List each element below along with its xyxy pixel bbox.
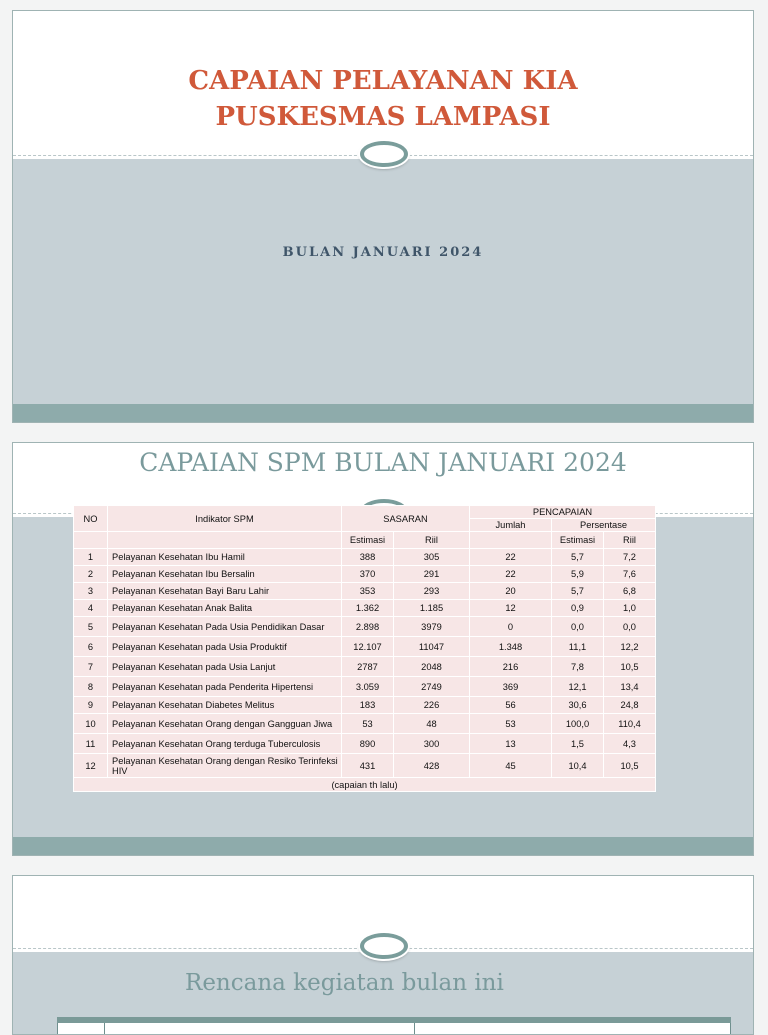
header-riil-persen: Riil bbox=[604, 532, 656, 549]
row-no: 8 bbox=[74, 677, 108, 697]
row-sasaran-riil: 11047 bbox=[394, 637, 470, 657]
row-persen-estimasi: 0,9 bbox=[552, 600, 604, 617]
row-persen-riil: 110,4 bbox=[604, 714, 656, 734]
row-persen-estimasi: 0,0 bbox=[552, 617, 604, 637]
row-no: 5 bbox=[74, 617, 108, 637]
row-sasaran-riil: 2749 bbox=[394, 677, 470, 697]
row-no: 11 bbox=[74, 734, 108, 754]
row-persen-estimasi: 11,1 bbox=[552, 637, 604, 657]
row-persen-estimasi: 5,7 bbox=[552, 583, 604, 600]
row-no: 4 bbox=[74, 600, 108, 617]
row-jumlah: 1.348 bbox=[470, 637, 552, 657]
row-persen-estimasi: 7,8 bbox=[552, 657, 604, 677]
row-indikator: Pelayanan Kesehatan pada Usia Lanjut bbox=[108, 657, 342, 677]
row-indikator: Pelayanan Kesehatan pada Usia Produktif bbox=[108, 637, 342, 657]
table-row bbox=[74, 677, 656, 697]
row-sasaran-estimasi: 370 bbox=[342, 566, 394, 583]
row-sasaran-estimasi: 890 bbox=[342, 734, 394, 754]
row-persen-riil: 13,4 bbox=[604, 677, 656, 697]
slide-2-title: CAPAIAN SPM BULAN JANUARI 2024 bbox=[139, 448, 627, 477]
row-no: 3 bbox=[74, 583, 108, 600]
row-persen-riil: 7,6 bbox=[604, 566, 656, 583]
table-row bbox=[74, 617, 656, 637]
row-persen-riil: 24,8 bbox=[604, 697, 656, 714]
row-persen-riil: 10,5 bbox=[604, 657, 656, 677]
row-no: 6 bbox=[74, 637, 108, 657]
plan-table-header bbox=[57, 1017, 731, 1023]
table-row bbox=[74, 697, 656, 714]
title-line-2: PUSKESMAS LAMPASI bbox=[215, 102, 551, 132]
spm-table bbox=[73, 505, 656, 792]
row-persen-estimasi: 100,0 bbox=[552, 714, 604, 734]
row-jumlah: 12 bbox=[470, 600, 552, 617]
row-sasaran-estimasi: 3.059 bbox=[342, 677, 394, 697]
slide-3-title: Rencana kegiatan bulan ini bbox=[185, 970, 504, 996]
row-sasaran-estimasi: 183 bbox=[342, 697, 394, 714]
row-jumlah: 0 bbox=[470, 617, 552, 637]
row-indikator: Pelayanan Kesehatan pada Penderita Hipertensi bbox=[108, 677, 342, 697]
header-no: NO bbox=[74, 506, 108, 532]
row-persen-estimasi: 12,1 bbox=[552, 677, 604, 697]
row-indikator: Pelayanan Kesehatan Diabetes Melitus bbox=[108, 697, 342, 714]
header-jumlah: Jumlah bbox=[470, 519, 552, 532]
slide-1-title bbox=[13, 63, 753, 135]
row-jumlah: 216 bbox=[470, 657, 552, 677]
header-persentase: Persentase bbox=[552, 519, 656, 532]
row-sasaran-estimasi: 353 bbox=[342, 583, 394, 600]
row-no: 2 bbox=[74, 566, 108, 583]
row-sasaran-riil: 293 bbox=[394, 583, 470, 600]
table-row bbox=[74, 754, 656, 778]
row-persen-riil: 12,2 bbox=[604, 637, 656, 657]
table-row bbox=[74, 549, 656, 566]
row-sasaran-riil: 226 bbox=[394, 697, 470, 714]
row-no: 9 bbox=[74, 697, 108, 714]
row-indikator: Pelayanan Kesehatan Orang terduga Tuberculosis bbox=[108, 734, 342, 754]
header-sasaran: SASARAN bbox=[342, 506, 470, 532]
ring-ornament-icon bbox=[360, 933, 408, 959]
row-jumlah: 22 bbox=[470, 549, 552, 566]
title-line-1: CAPAIAN PELAYANAN KIA bbox=[188, 66, 578, 96]
row-persen-estimasi: 10,4 bbox=[552, 754, 604, 778]
row-indikator: Pelayanan Kesehatan Orang dengan Gangguan Jiwa bbox=[108, 714, 342, 734]
row-persen-riil: 1,0 bbox=[604, 600, 656, 617]
header-indikator: Indikator SPM bbox=[108, 506, 342, 532]
row-persen-riil: 6,8 bbox=[604, 583, 656, 600]
header-estimasi: Estimasi bbox=[342, 532, 394, 549]
table-row bbox=[74, 657, 656, 677]
slide-1-subtitle: BULAN JANUARI 2024 bbox=[282, 245, 484, 260]
row-jumlah: 20 bbox=[470, 583, 552, 600]
row-jumlah: 13 bbox=[470, 734, 552, 754]
ring-ornament-icon bbox=[360, 141, 408, 167]
row-sasaran-riil: 428 bbox=[394, 754, 470, 778]
row-sasaran-estimasi: 2.898 bbox=[342, 617, 394, 637]
row-indikator: Pelayanan Kesehatan Ibu Bersalin bbox=[108, 566, 342, 583]
row-persen-estimasi: 5,9 bbox=[552, 566, 604, 583]
row-sasaran-estimasi: 2787 bbox=[342, 657, 394, 677]
row-sasaran-riil: 1.185 bbox=[394, 600, 470, 617]
row-persen-riil: 10,5 bbox=[604, 754, 656, 778]
footer-bar bbox=[13, 404, 753, 422]
row-jumlah: 45 bbox=[470, 754, 552, 778]
row-persen-riil: 0,0 bbox=[604, 617, 656, 637]
row-jumlah: 53 bbox=[470, 714, 552, 734]
row-indikator: Pelayanan Kesehatan Anak Balita bbox=[108, 600, 342, 617]
header-estimasi-persen: Estimasi bbox=[552, 532, 604, 549]
table-row bbox=[74, 714, 656, 734]
row-jumlah: 369 bbox=[470, 677, 552, 697]
row-sasaran-estimasi: 1.362 bbox=[342, 600, 394, 617]
table-row bbox=[74, 583, 656, 600]
header-riil: Riil bbox=[394, 532, 470, 549]
row-sasaran-estimasi: 431 bbox=[342, 754, 394, 778]
row-sasaran-riil: 2048 bbox=[394, 657, 470, 677]
row-persen-estimasi: 1,5 bbox=[552, 734, 604, 754]
row-no: 1 bbox=[74, 549, 108, 566]
row-jumlah: 22 bbox=[470, 566, 552, 583]
slide-1 bbox=[12, 10, 754, 423]
table-row bbox=[74, 600, 656, 617]
row-sasaran-riil: 291 bbox=[394, 566, 470, 583]
row-sasaran-riil: 305 bbox=[394, 549, 470, 566]
row-indikator: Pelayanan Kesehatan Orang dengan Resiko Terinfeksi HIV bbox=[108, 754, 342, 778]
row-sasaran-riil: 300 bbox=[394, 734, 470, 754]
row-persen-estimasi: 30,6 bbox=[552, 697, 604, 714]
row-indikator: Pelayanan Kesehatan Bayi Baru Lahir bbox=[108, 583, 342, 600]
row-jumlah: 56 bbox=[470, 697, 552, 714]
row-persen-estimasi: 5,7 bbox=[552, 549, 604, 566]
row-sasaran-riil: 3979 bbox=[394, 617, 470, 637]
table-row bbox=[74, 566, 656, 583]
row-sasaran-estimasi: 53 bbox=[342, 714, 394, 734]
row-persen-riil: 7,2 bbox=[604, 549, 656, 566]
footer-bar bbox=[13, 837, 753, 855]
row-no: 7 bbox=[74, 657, 108, 677]
row-persen-riil: 4,3 bbox=[604, 734, 656, 754]
row-indikator: Pelayanan Kesehatan Ibu Hamil bbox=[108, 549, 342, 566]
header-pencapaian: PENCAPAIAN bbox=[470, 506, 656, 519]
row-no: 12 bbox=[74, 754, 108, 778]
slide-3 bbox=[12, 875, 754, 1035]
table-row bbox=[74, 637, 656, 657]
slide-2 bbox=[12, 442, 754, 856]
row-sasaran-riil: 48 bbox=[394, 714, 470, 734]
table-row bbox=[74, 734, 656, 754]
content-band bbox=[13, 159, 753, 404]
table-footnote: (capaian th lalu) bbox=[74, 778, 656, 792]
row-indikator: Pelayanan Kesehatan Pada Usia Pendidikan Dasar bbox=[108, 617, 342, 637]
row-sasaran-estimasi: 12.107 bbox=[342, 637, 394, 657]
row-sasaran-estimasi: 388 bbox=[342, 549, 394, 566]
row-no: 10 bbox=[74, 714, 108, 734]
